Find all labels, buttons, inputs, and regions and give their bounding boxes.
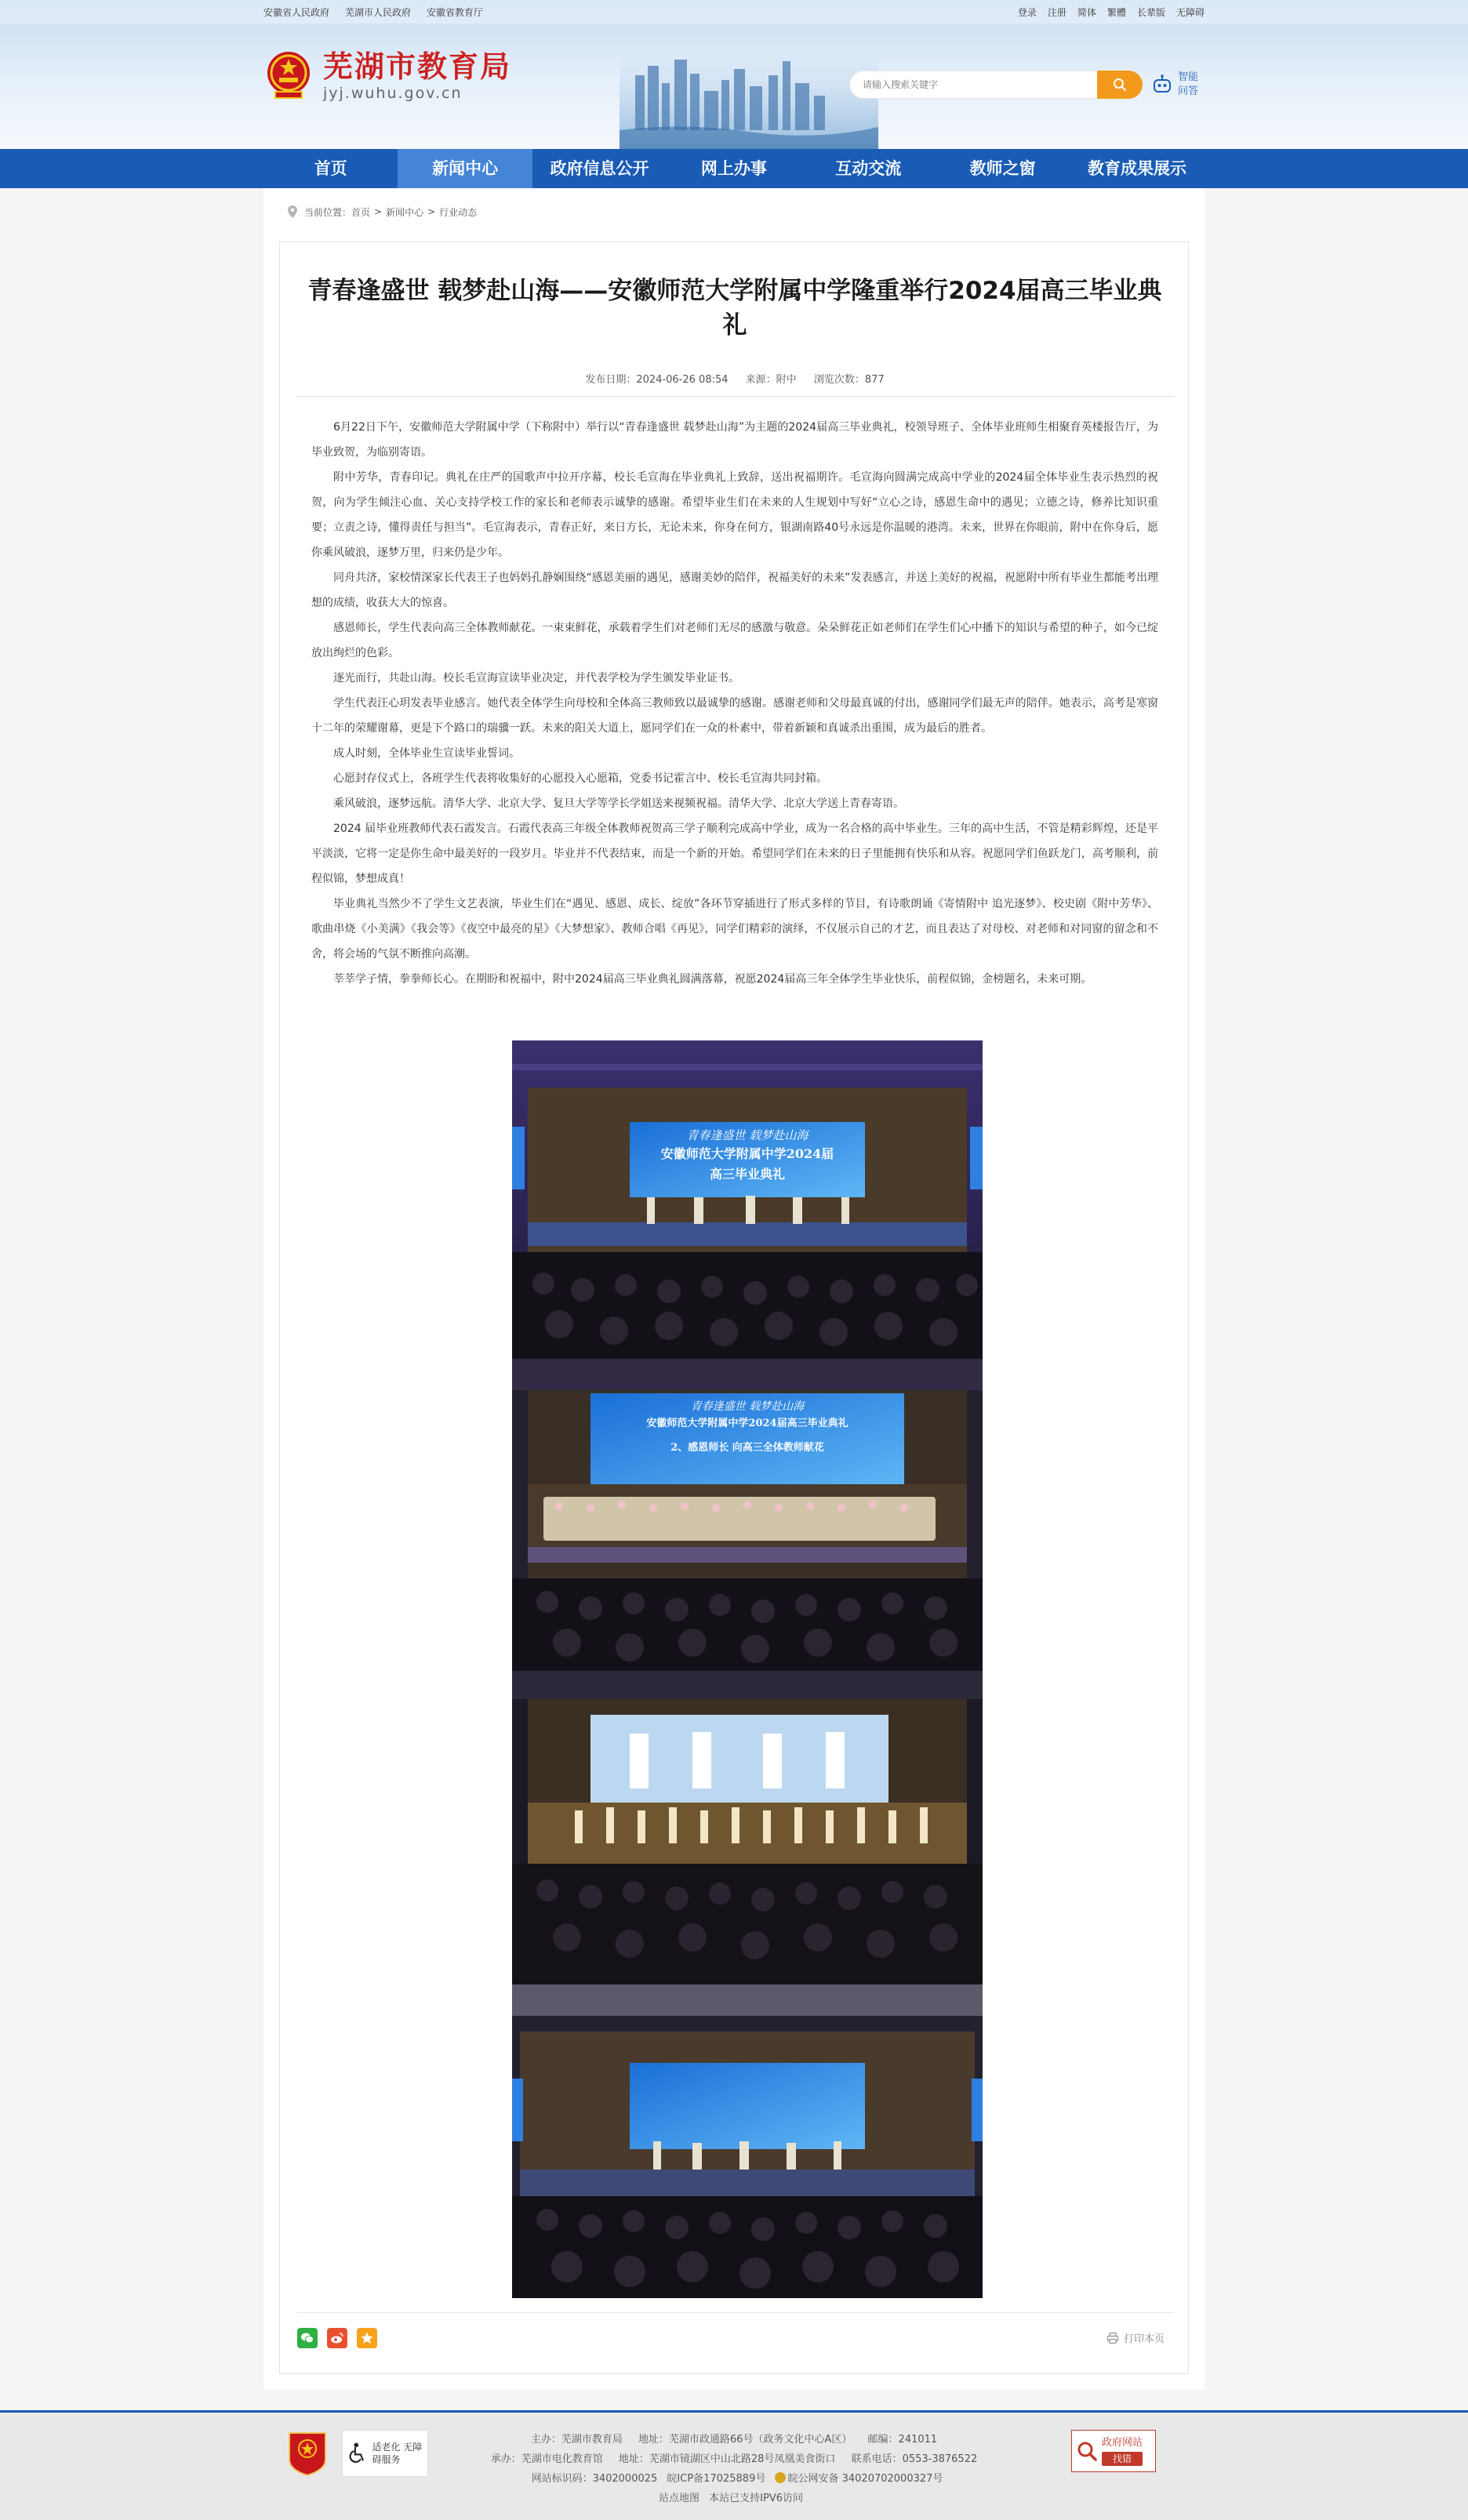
banner-session: 2、感恩师长 向高三全体教师献花 — [670, 1442, 824, 1454]
city-skyline-banner — [620, 52, 878, 149]
gov-badge-action: 找错 — [1102, 2452, 1143, 2466]
print-button[interactable] — [1106, 2330, 1165, 2345]
nav-item-online-services[interactable]: 网上办事 — [700, 159, 767, 178]
star-icon — [360, 2331, 374, 2345]
footer-line — [0, 2449, 1468, 2469]
nav-item-home[interactable]: 首页 — [314, 159, 347, 178]
breadcrumb-news[interactable]: 新闻中心 — [386, 206, 424, 218]
sitemap-link[interactable]: 站点地图 — [659, 2493, 700, 2504]
nav-item-achievements[interactable]: 教育成果展示 — [1088, 159, 1187, 178]
view-count: 浏览次数：877 — [813, 374, 885, 386]
traditional-link[interactable]: 繁體 — [1106, 7, 1126, 18]
title-divider — [296, 396, 1174, 397]
main-content — [263, 188, 1205, 2390]
accessibility-label: 适老化 无障碍服务 — [372, 2442, 423, 2465]
smart-qa-label: 智能问答 — [1178, 71, 1199, 97]
gov-badge-text — [1102, 2436, 1143, 2466]
banner-school: 安徽师范大学附属中学2024届高三毕业典礼 — [646, 1418, 848, 1429]
elder-mode-link[interactable]: 长辈版 — [1136, 7, 1165, 18]
link-anhui-gov[interactable]: 安徽省人民政府 — [263, 7, 330, 18]
simplified-link[interactable]: 简体 — [1077, 7, 1096, 18]
print-label: 打印本页 — [1123, 2333, 1165, 2345]
article-meta — [280, 371, 1190, 386]
footer-line — [0, 2469, 1468, 2489]
paragraph: 同舟共济，家校情深家长代表王子也妈妈孔静娴围绕“感恩美丽的遇见，感谢美妙的陪伴，祝福美好的未来”发表感言，并送上美好的祝福，祝愿附中所有毕业生都能考出理想的成绩，收获大大的惊喜。 — [311, 572, 1158, 609]
register-link[interactable]: 注册 — [1047, 7, 1066, 18]
publish-date: 发布日期：2024-06-26 08:54 — [585, 374, 729, 386]
footer-icp-link[interactable]: 皖ICP备17025889号 — [667, 2473, 766, 2485]
link-anhui-edu[interactable]: 安徽省教育厅 — [427, 7, 484, 18]
paragraph: 学生代表汪心玥发表毕业感言。她代表全体学生向母校和全体高三教师致以最诚挚的感谢。感谢老师和父母最真诚的付出，感谢同学们最无声的陪伴。她表示，高考是寒窗十二年的荣耀谢幕，更是下个路口的瑞骥一跃。未来的阳关大道上，愿同学们在一众的朴素中，带着新颖和真诚杀出重围，成为最后的胜者。 — [311, 697, 1158, 735]
smart-qa-button[interactable] — [1151, 71, 1201, 99]
footer-line — [0, 2489, 1468, 2508]
footer-address: 地址：芜湖市政通路66号（政务文化中心A区） — [638, 2434, 852, 2446]
ceremony-photo — [512, 1359, 983, 1671]
article-source: 来源：附中 — [745, 374, 797, 386]
nav-item-interaction[interactable]: 互动交流 — [835, 159, 902, 178]
footer-police-link[interactable]: 皖公网安备 34020702000327号 — [787, 2473, 943, 2485]
nav-item-news[interactable]: 新闻中心 — [398, 149, 532, 188]
gov-badge-label: 政府网站 — [1102, 2437, 1143, 2449]
footer-line — [0, 2430, 1468, 2449]
site-logo[interactable] — [263, 47, 511, 103]
footer-sponsor: 主办：芜湖市教育局 — [530, 2434, 623, 2446]
gov-site-report-badge[interactable] — [1071, 2430, 1156, 2472]
site-footer — [0, 2410, 1468, 2520]
footer-postcode: 邮编：241011 — [867, 2434, 938, 2446]
search-bar — [849, 71, 1143, 99]
robot-icon — [1151, 74, 1173, 96]
top-links-right — [1018, 5, 1205, 19]
share-wechat-button[interactable] — [297, 2328, 318, 2348]
site-header — [0, 0, 1468, 149]
nav-item-gov-info[interactable]: 政府信息公开 — [550, 159, 649, 178]
paragraph: 2024 届毕业班教师代表石霞发言。石霞代表高三年级全体教师祝贺高三学子顺利完成高中学业，成为一名合格的高中毕业生。三年的高中生活，不管是精彩辉煌，还是平平淡淡，它将一定是你生命中最美好的一段岁月。毕业并不代表结束，而是一个新的开始。希望同学们在未来的日子里能拥有快乐和从容。祝愿同学们鱼跃龙门，高考顺利，前程似锦，梦想成真！ — [311, 822, 1158, 885]
location-pin-icon — [287, 205, 298, 219]
search-button[interactable] — [1097, 71, 1143, 99]
accessibility-link[interactable]: 无障碍 — [1175, 7, 1205, 18]
article-title: 青春逢盛世 载梦赴山海——安徽师范大学附属中学隆重举行2024届高三毕业典礼 — [307, 277, 1162, 340]
breadcrumb-industry[interactable]: 行业动态 — [439, 206, 478, 218]
paragraph: 感恩师长，学生代表向高三全体教师献花。一束束鲜花，承载着学生们对老师们无尽的感激与敬意。朵朵鲜花正如老师们在学生们心中播下的知识与希望的种子，如今已绽放出绚烂的色彩。 — [311, 622, 1158, 659]
article-panel — [279, 241, 1189, 2374]
paragraph: 逐光而行，共赴山海。校长毛宣海宣读毕业决定，并代表学校为学生颁发毕业证书。 — [333, 672, 739, 684]
breadcrumb-separator: > — [427, 206, 436, 217]
paragraph: 毕业典礼当然少不了学生文艺表演，毕业生们在“遇见、感恩、成长、绽放”各环节穿插进行了形式多样的节目，有诗歌朗诵《寄情附中 追光逐梦》、校史剧《附中芳华》、歌曲串烧《小美满》《我会等》《夜空中最亮的星》《大梦想家》、教师合唱《再见》，同学们精彩的演绎，不仅展示自己的才艺，而且表达了对母校、对老师和对同窗的留念和不舍，将会场的气氛不断推向高潮。 — [311, 898, 1158, 960]
footer-ipv6: 本站已支持IPV6访问 — [709, 2493, 803, 2504]
nav-item-teachers[interactable]: 教师之窗 — [969, 159, 1036, 178]
site-title: 芜湖市教育局 — [323, 49, 512, 84]
footer-info — [0, 2430, 1468, 2508]
breadcrumb-separator: > — [374, 206, 383, 217]
login-link[interactable]: 登录 — [1017, 7, 1037, 18]
share-weibo-button[interactable] — [327, 2328, 347, 2348]
footer-phone: 联系电话：0553-3876522 — [851, 2453, 978, 2465]
banner-school: 安徽师范大学附属中学2024届 — [660, 1146, 834, 1161]
police-badge-icon — [775, 2472, 786, 2483]
weibo-icon — [330, 2332, 344, 2344]
link-wuhu-gov[interactable]: 芜湖市人民政府 — [345, 7, 412, 18]
paragraph: 附中芳华，青春印记。典礼在庄严的国歌声中拉开序幕，校长毛宣海在毕业典礼上致辞，送出祝福期许。毛宣海向圆满完成高中学业的2024届全体毕业生表示热烈的祝贺，向为学生倾注心血、关心支持学校工作的家长和老师表示诚挚的感谢。希望毕业生们在未来的人生规划中写好“立心之诗，感恩生命中的遇见；立德之诗，修养比知识重要；立责之诗，懂得责任与担当”。毛宣海表示，青春正好，来日方长，无论未来，你身在何方，银湖南路40号永远是你温暖的港湾。未来，世界在你眼前，附中在你身后，愿你乘风破浪，逐梦万里，归来仍是少年。 — [311, 471, 1158, 559]
photo-gallery — [512, 1040, 983, 2298]
paragraph: 成人时刻，全体毕业生宣读毕业誓词。 — [333, 747, 520, 760]
breadcrumb-home[interactable]: 首页 — [351, 206, 371, 218]
banner-slogan: 青春逢盛世 载梦赴山海 — [690, 1400, 805, 1413]
article-body — [311, 415, 1158, 992]
ceremony-photo — [512, 1671, 983, 1984]
top-links-left — [263, 5, 483, 19]
footer-site-code: 网站标识码：3402000025 — [531, 2473, 658, 2485]
main-nav — [0, 149, 1468, 188]
footer-undertaker: 承办：芜湖市电化教育馆 — [490, 2453, 603, 2465]
paragraph: 莘莘学子情，拳拳师长心。在期盼和祝福中，附中2024届高三毕业典礼圆满落幕，祝愿2024届高三年全体学生毕业快乐，前程似锦，金榜题名，未来可期。 — [333, 973, 1092, 986]
magnifier-icon — [1077, 2441, 1097, 2461]
site-domain: jyj.wuhu.gov.cn — [323, 85, 463, 102]
printer-icon — [1106, 2332, 1119, 2344]
share-qzone-button[interactable] — [357, 2328, 377, 2348]
logo-text — [323, 49, 511, 102]
banner-slogan: 青春逢盛世 载梦赴山海 — [686, 1128, 808, 1142]
ceremony-photo — [512, 1040, 983, 1359]
footer-undertaker-address: 地址：芜湖市镜湖区中山北路28号凤凰美食街口 — [618, 2453, 836, 2465]
paragraph: 乘风破浪，逐梦远航。清华大学、北京大学、复旦大学等学长学姐送来视频祝福。清华大学、北京大学送上青春寄语。 — [333, 797, 904, 810]
banner-event: 高三毕业典礼 — [709, 1167, 785, 1182]
search-input[interactable] — [849, 71, 1097, 99]
search-icon — [1113, 78, 1127, 92]
ceremony-photo — [512, 1984, 983, 2298]
share-bar — [297, 2328, 377, 2348]
bottom-divider — [296, 2312, 1174, 2313]
breadcrumb — [287, 204, 477, 220]
breadcrumb-prefix: 当前位置： — [304, 206, 352, 218]
top-bar — [0, 0, 1468, 24]
paragraph: 6月22日下午，安徽师范大学附属中学（下称附中）举行以“青春逢盛世 载梦赴山海”为主题的2024届高三毕业典礼，校领导班子、全体毕业班师生相聚育英楼报告厅，为毕业致贺，为临别寄语。 — [311, 421, 1158, 459]
national-emblem-icon — [263, 47, 314, 103]
wechat-icon — [300, 2332, 314, 2344]
paragraph: 心愿封存仪式上，各班学生代表将收集好的心愿投入心愿箱，党委书记霍言中、校长毛宣海共同封箱。 — [333, 772, 827, 785]
